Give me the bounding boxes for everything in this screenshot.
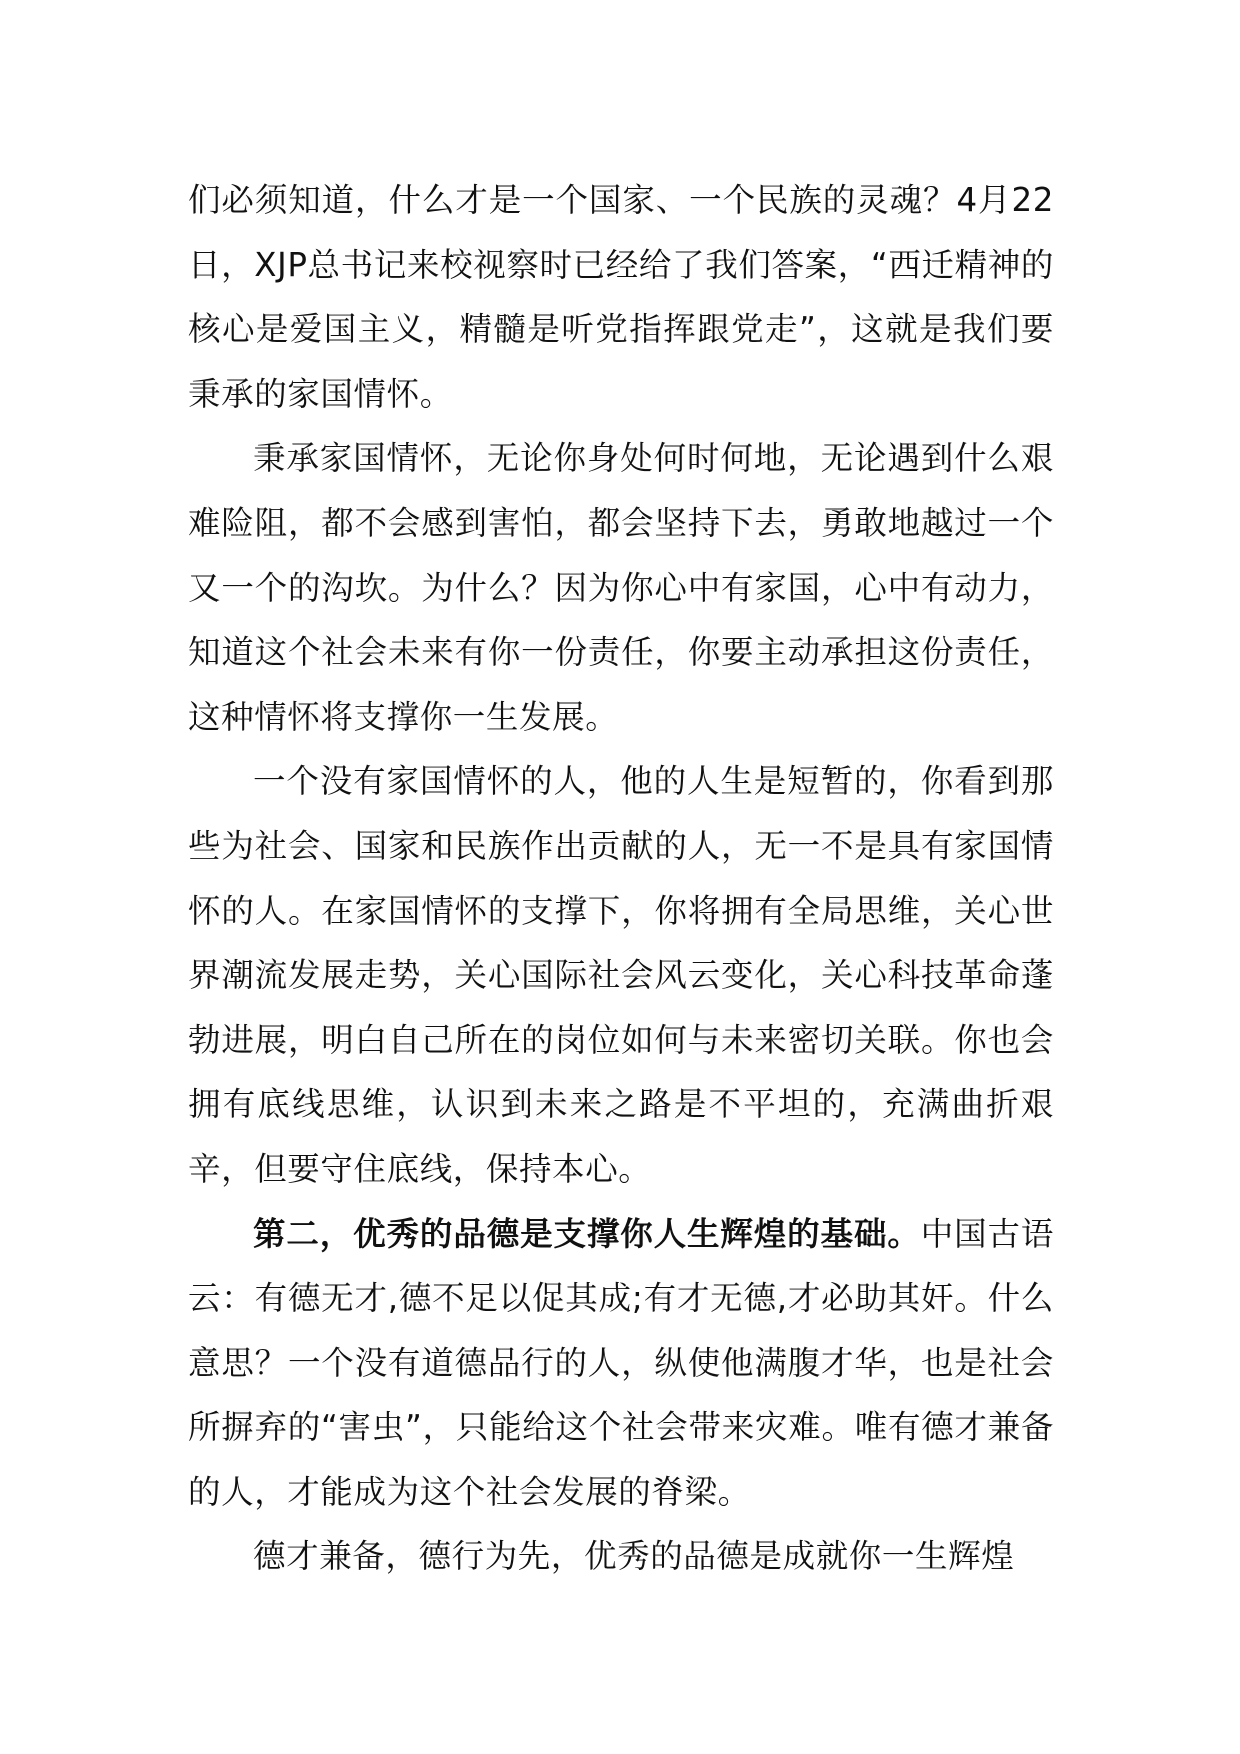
- paragraph-text: 一个没有家国情怀的人，他的人生是短暂的，你看到那些为社会、国家和民族作出贡献的人，无一不是具有家国情怀的人。在家国情怀的支撑下，你将拥有全局思维，关心世界潮流发展走势，关心国际社会风云变化，关心科技革命蓬勃进展，明白自己所在的岗位如何与未来密切关联。你也会拥有底线思维，认识到未来之路是不平坦的，充满曲折艰辛，但要守住底线，保持本心。: [188, 762, 1054, 1188]
- paragraph-1: [188, 168, 1054, 426]
- paragraph-text: 德才兼备，德行为先，优秀的品德是成就你一生辉煌: [253, 1537, 1015, 1576]
- paragraph-text: 中国古语云：有德无才,德不足以促其成;有才无德,才必助其奸。什么意思？一个没有道德品行的人，纵使他满腹才华，也是社会所摒弃的“害虫”，只能给这个社会带来灾难。唯有德才兼备的人，才能成为这个社会发展的脊梁。: [188, 1214, 1054, 1511]
- paragraph-4: [188, 1202, 1054, 1525]
- paragraph-2: [188, 426, 1054, 749]
- paragraph-text: 秉承家国情怀，无论你身处何时何地，无论遇到什么艰难险阻，都不会感到害怕，都会坚持下去，勇敢地越过一个又一个的沟坎。为什么？因为你心中有家国，心中有动力，知道这个社会未来有你一份责任，你要主动承担这份责任，这种情怀将支撑你一生发展。: [188, 439, 1054, 736]
- body-text: [188, 168, 1054, 1589]
- section-heading-inline: 第二，优秀的品德是支撑你人生辉煌的基础。: [253, 1214, 921, 1253]
- paragraph-5: [188, 1524, 1054, 1589]
- paragraph-3: [188, 749, 1054, 1201]
- paragraph-text: 们必须知道，什么才是一个国家、一个民族的灵魂？4月22日，XJP总书记来校视察时已经给了我们答案，“西迁精神的核心是爱国主义，精髓是听党指挥跟党走”，这就是我们要秉承的家国情怀。: [188, 181, 1054, 413]
